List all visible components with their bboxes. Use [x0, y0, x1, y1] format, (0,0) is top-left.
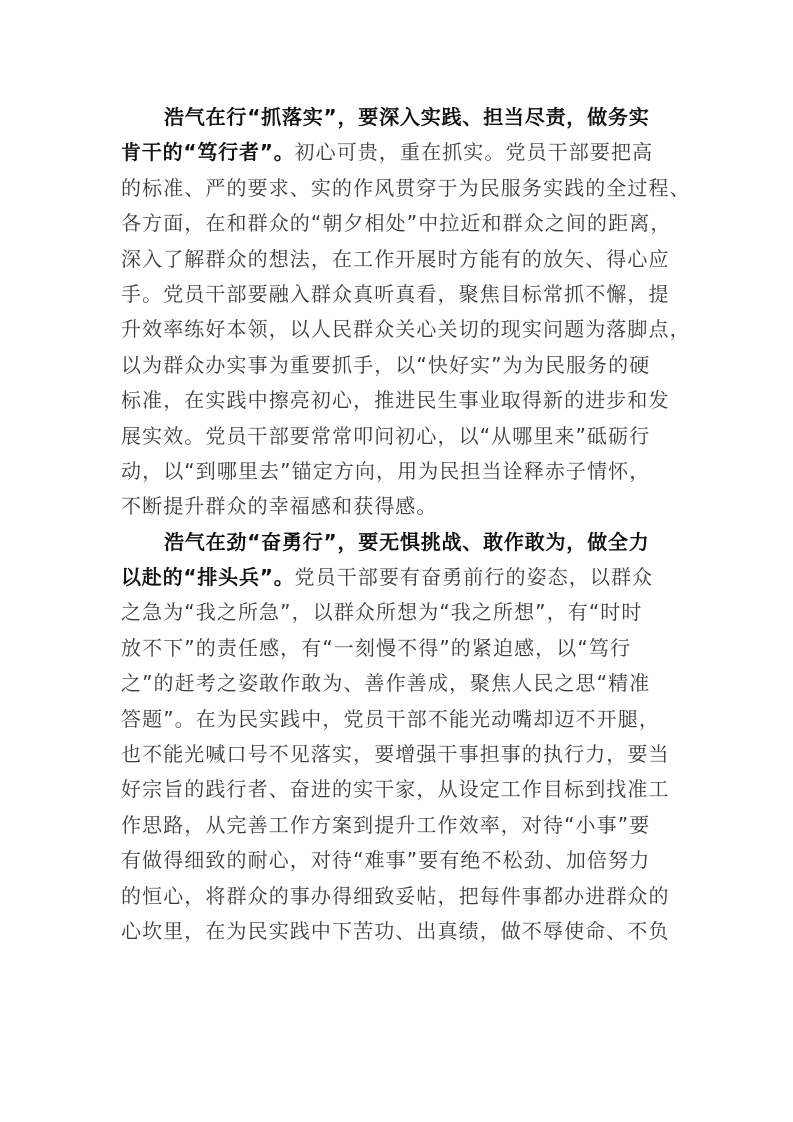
paragraph-heading: 以赴的“排头兵”。: [121, 565, 295, 590]
text-line: [121, 808, 681, 843]
text-line: [121, 135, 681, 170]
paragraph-text: 的恒心，将群众的事办得细致妥帖，把每件事都办进群众的: [121, 883, 670, 908]
paragraph-text: 以为群众办实事为重要抓手，以“快好实”为为民服务的硬: [121, 352, 651, 377]
paragraph-text: 初心可贵，重在抓实。党员干部要把高: [294, 140, 654, 165]
paragraph-text: 深入了解群众的想法，在工作开展时方能有的放矢、得心应: [121, 246, 670, 271]
text-line: [121, 489, 681, 524]
paragraph-text: 作思路，从完善工作方案到提升工作效率，对待“小事”要: [121, 812, 651, 837]
text-line: [121, 454, 681, 489]
text-line: [121, 242, 681, 277]
paragraph-text: 好宗旨的践行者、奋进的实干家，从设定工作目标到找准工: [121, 777, 670, 802]
text-line: [121, 560, 681, 595]
text-line: [121, 419, 681, 454]
text-line: [121, 702, 681, 737]
paragraph-text: 答题”。在为民实践中，党员干部不能光动嘴却迈不开腿，: [121, 706, 660, 731]
paragraph-text: 标准，在实践中擦亮初心，推进民生事业取得新的进步和发: [121, 388, 670, 413]
text-line: [121, 843, 681, 878]
text-line: [121, 595, 681, 630]
text-line: [121, 666, 681, 701]
paragraph-1: [121, 100, 691, 525]
text-line: [121, 914, 681, 949]
paragraph-2: [121, 525, 681, 950]
paragraph-text: 的标准、严的要求、实的作风贯穿于为民服务实践的全过程、: [121, 175, 691, 200]
text-line: [121, 737, 681, 772]
paragraph-text: 不断提升群众的幸福感和获得感。: [121, 494, 438, 519]
text-line: [121, 772, 681, 807]
paragraph-text: 升效率练好本领，以人民群众关心关切的现实问题为落脚点，: [121, 317, 691, 342]
paragraph-text: 放不下”的责任感，有“一刻慢不得”的紧迫感，以“笃行: [121, 635, 632, 660]
paragraph-text: 也不能光喊口号不见落实，要增强干事担事的执行力，要当: [121, 742, 670, 767]
paragraph-text: 有做得细致的耐心，对待“难事”要有绝不松劲、加倍努力: [121, 848, 651, 873]
document-body: [121, 100, 691, 949]
paragraph-text: 党员干部要有奋勇前行的姿态，以群众: [294, 565, 654, 590]
text-line: [121, 631, 681, 666]
paragraph-text: 手。党员干部要融入群众真听真看，聚焦目标常抓不懈，提: [121, 281, 670, 306]
paragraph-text: 动，以“到哪里去”锚定方向，用为民担当诠释赤子情怀，: [121, 458, 651, 483]
text-line: [121, 383, 681, 418]
paragraph-text: 展实效。党员干部要常常叩问初心，以“从哪里来”砥砺行: [121, 423, 651, 448]
paragraph-text: 心坎里，在为民实践中下苦功、出真绩，做不辱使命、不负: [121, 918, 670, 943]
paragraph-heading: 浩气在行“抓落实”，要深入实践、担当尽责，做务实: [164, 105, 650, 129]
paragraph-heading: 肯干的“笃行者”。: [121, 140, 295, 165]
text-line: [121, 171, 691, 206]
text-line: [121, 525, 681, 560]
text-line: [121, 348, 681, 383]
paragraph-text: 之”的赶考之姿敢作敢为、善作善成，聚焦人民之思“精准: [121, 671, 651, 696]
paragraph-heading: 浩气在劲“奋勇行”，要无惧挑战、敢作敢为，做全力: [164, 529, 650, 554]
text-line: [121, 277, 681, 312]
text-line: [121, 312, 691, 347]
text-line: [121, 206, 681, 241]
paragraph-text: 之急为“我之所急”，以群众所想为“我之所想”，有“时时: [121, 600, 643, 625]
paragraph-text: 各方面，在和群众的“朝夕相处”中拉近和群众之间的距离，: [121, 211, 672, 236]
text-line: [121, 879, 681, 914]
text-line: [121, 100, 681, 135]
